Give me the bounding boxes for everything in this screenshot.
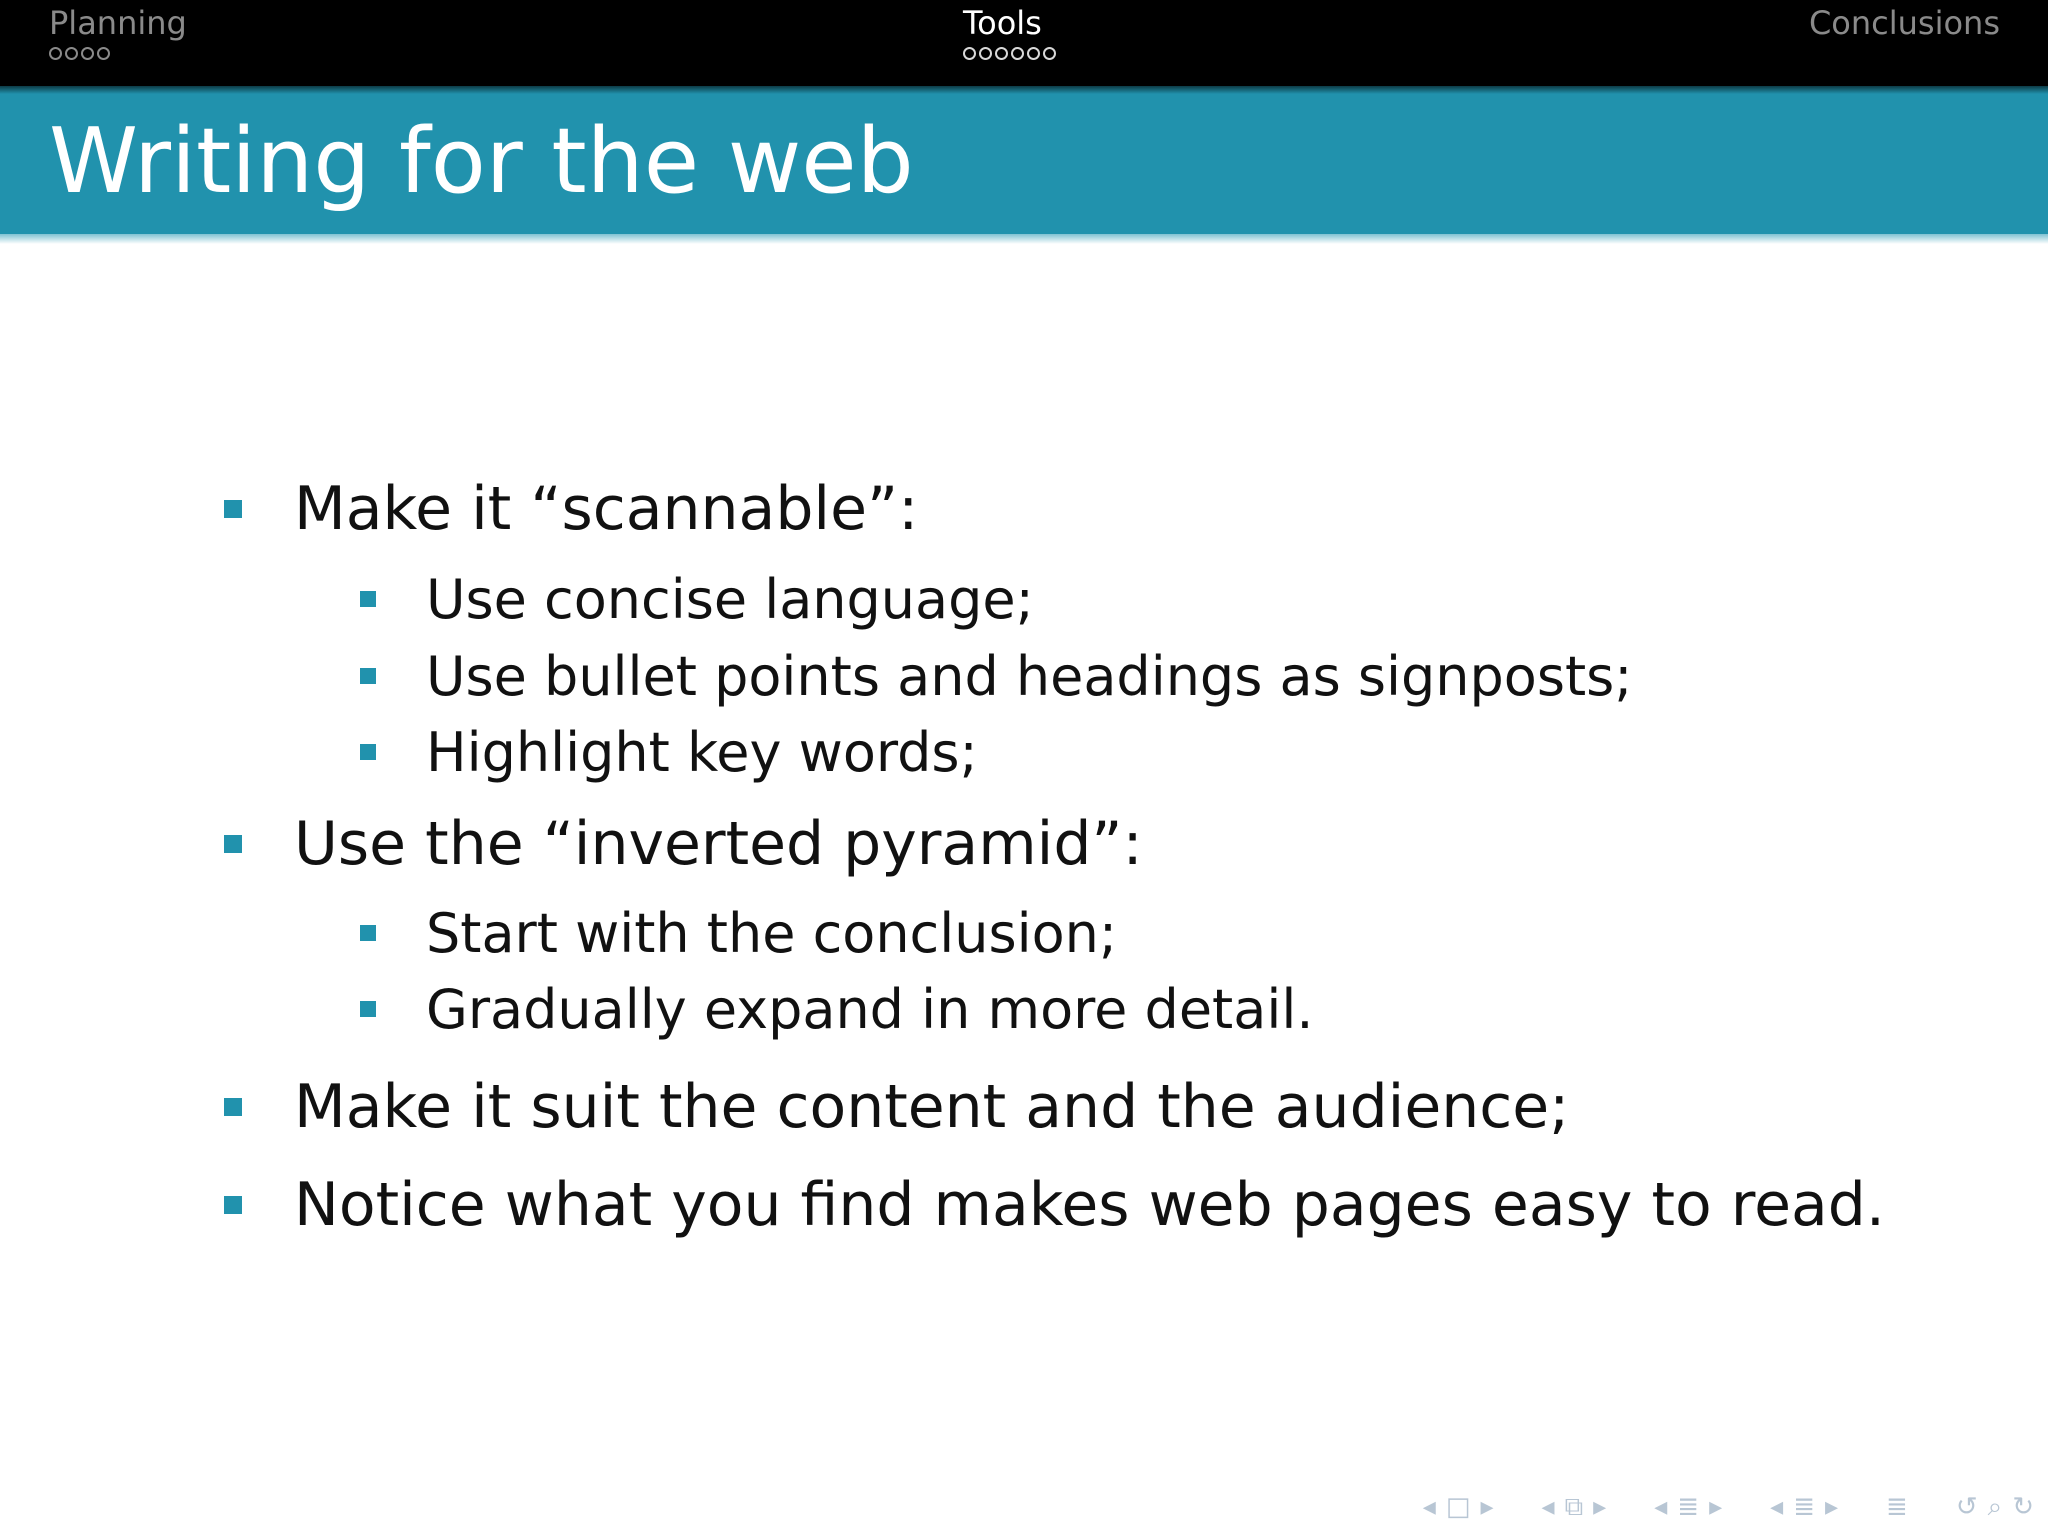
sub-bullet-item (360, 644, 1632, 708)
bullet-square-icon (224, 1196, 242, 1214)
bullet-square-icon (224, 1098, 242, 1116)
sub-bullet-item (360, 720, 978, 784)
bullet-text: Start with the conclusion; (426, 901, 1118, 965)
slide-title: Writing for the web (49, 109, 914, 214)
bullet-text: Gradually expand in more detail. (426, 977, 1314, 1041)
document-icon[interactable]: ≣ (1793, 1492, 1815, 1522)
bullet-text: Make it suit the content and the audience; (294, 1072, 1570, 1142)
bullet-square-icon (360, 744, 376, 760)
bullet-square-icon (224, 835, 242, 853)
beamer-navigation-symbols (1423, 1492, 2034, 1522)
bullet-text: Use concise language; (426, 567, 1034, 631)
prev-frame-arrow-icon[interactable]: ◂ (1422, 1492, 1436, 1522)
bullet-square-icon (360, 668, 376, 684)
search-icon[interactable]: ⌕ (1987, 1492, 2003, 1522)
bullet-text: Highlight key words; (426, 720, 978, 784)
sub-bullet-item (360, 901, 1117, 965)
bullet-text: Use bullet points and headings as signposts; (426, 644, 1633, 708)
forward-icon[interactable]: ↻ (2012, 1492, 2034, 1522)
bullet-text: Make it “scannable”: (294, 474, 919, 544)
next-subsection-arrow-icon[interactable]: ▸ (1593, 1492, 1607, 1522)
bullet-text: Notice what you find makes web pages easy to read. (294, 1170, 1885, 1240)
bullet-item (224, 808, 1143, 880)
bullet-square-icon (360, 1001, 376, 1017)
sub-bullet-item (360, 567, 1034, 631)
nav-section-label[interactable]: Planning (49, 4, 187, 42)
bullet-text: Use the “inverted pyramid”: (294, 809, 1143, 879)
sub-bullet-item (360, 977, 1314, 1041)
bullet-item (224, 1169, 1885, 1241)
bullet-square-icon (224, 500, 242, 518)
nav-section-label[interactable]: Conclusions (1808, 4, 2000, 42)
back-icon[interactable]: ↺ (1955, 1492, 1978, 1522)
bullet-square-icon (360, 591, 376, 607)
nav-section-label[interactable]: Tools (963, 4, 1042, 42)
frame-icon[interactable]: □ (1445, 1492, 1471, 1522)
bullet-item (224, 473, 918, 545)
next-document-arrow-icon[interactable]: ▸ (1824, 1492, 1839, 1522)
prev-section-arrow-icon[interactable]: ◂ (1654, 1492, 1668, 1522)
bullet-square-icon (360, 925, 376, 941)
section-icon[interactable]: ≣ (1677, 1492, 1700, 1522)
prev-subsection-arrow-icon[interactable]: ◂ (1541, 1492, 1555, 1522)
prev-document-arrow-icon[interactable]: ◂ (1770, 1492, 1784, 1522)
subsection-icon[interactable]: ⧉ (1564, 1492, 1584, 1522)
bullet-item (224, 1071, 1569, 1143)
next-section-arrow-icon[interactable]: ▸ (1709, 1492, 1723, 1522)
align-icon[interactable]: ≣ (1886, 1492, 1908, 1522)
next-frame-arrow-icon[interactable]: ▸ (1480, 1492, 1494, 1522)
